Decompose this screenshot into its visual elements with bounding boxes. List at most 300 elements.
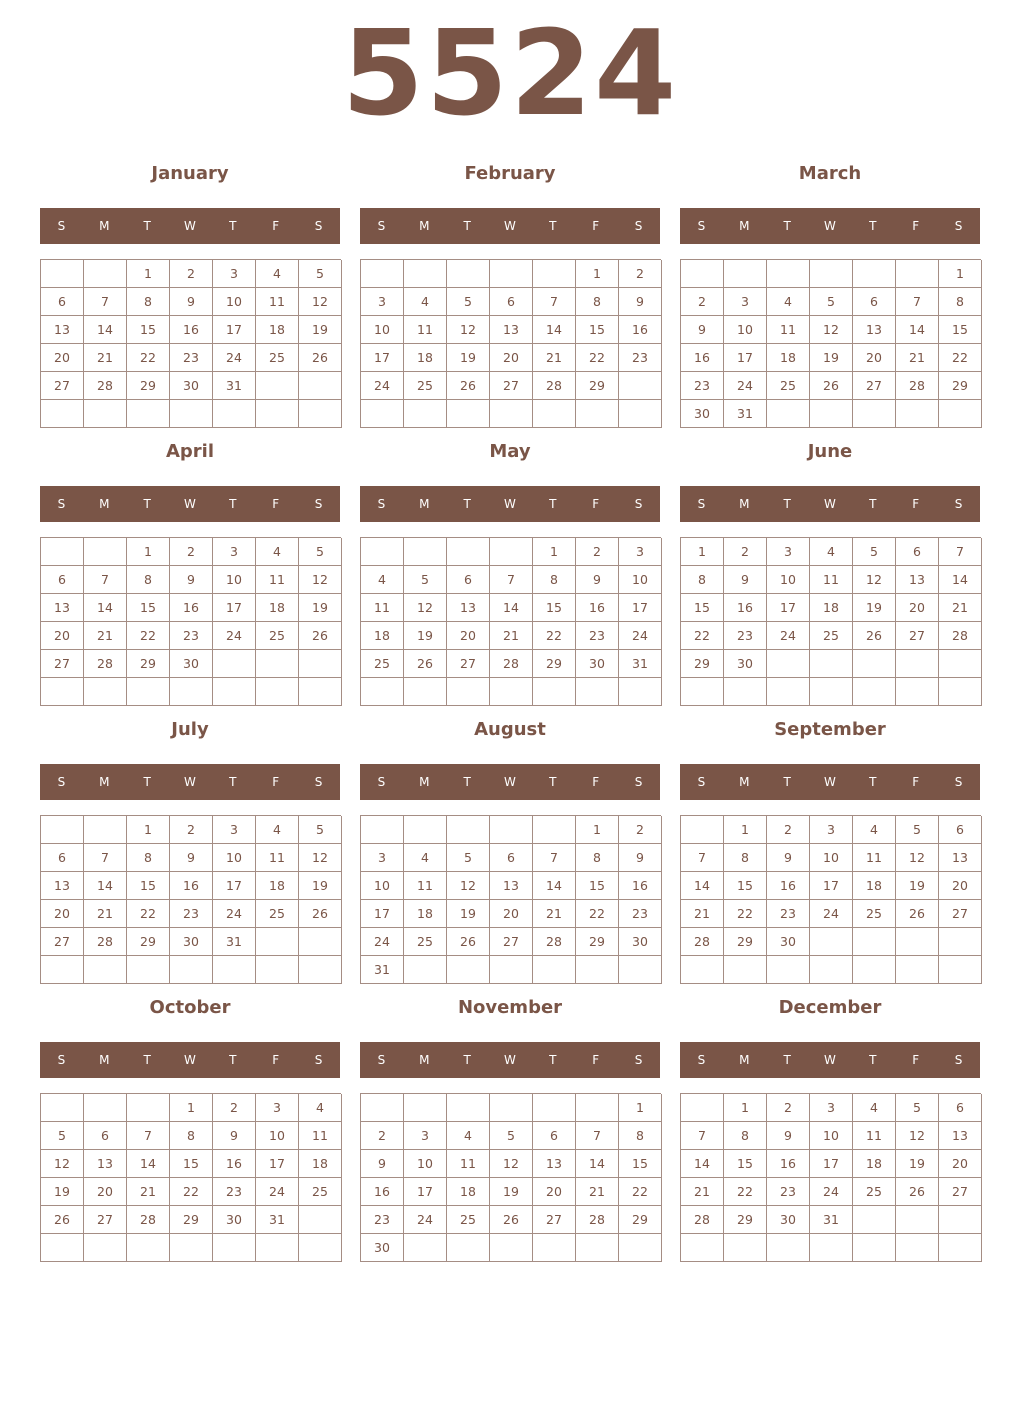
day-cell[interactable]: 21 xyxy=(533,344,576,372)
day-cell[interactable]: 4 xyxy=(404,288,447,316)
day-cell[interactable]: 7 xyxy=(681,844,724,872)
day-cell[interactable]: 18 xyxy=(810,594,853,622)
day-cell[interactable]: 15 xyxy=(724,872,767,900)
day-cell[interactable]: 2 xyxy=(767,816,810,844)
day-cell[interactable]: 11 xyxy=(299,1122,342,1150)
day-cell[interactable]: 17 xyxy=(619,594,662,622)
day-cell[interactable]: 6 xyxy=(84,1122,127,1150)
day-cell[interactable]: 14 xyxy=(896,316,939,344)
day-cell[interactable]: 6 xyxy=(533,1122,576,1150)
day-cell[interactable]: 16 xyxy=(767,872,810,900)
day-cell[interactable]: 16 xyxy=(767,1150,810,1178)
day-cell[interactable]: 21 xyxy=(490,622,533,650)
day-cell[interactable]: 12 xyxy=(447,872,490,900)
day-cell[interactable]: 25 xyxy=(361,650,404,678)
day-cell[interactable]: 6 xyxy=(490,844,533,872)
day-cell[interactable]: 6 xyxy=(939,1094,982,1122)
day-cell[interactable]: 28 xyxy=(576,1206,619,1234)
day-cell[interactable]: 5 xyxy=(41,1122,84,1150)
day-cell[interactable]: 14 xyxy=(681,872,724,900)
day-cell[interactable]: 23 xyxy=(213,1178,256,1206)
day-cell[interactable]: 5 xyxy=(299,538,342,566)
day-cell[interactable]: 15 xyxy=(576,316,619,344)
day-cell[interactable]: 19 xyxy=(896,872,939,900)
day-cell[interactable]: 16 xyxy=(681,344,724,372)
day-cell[interactable]: 30 xyxy=(681,400,724,428)
day-cell[interactable]: 21 xyxy=(84,622,127,650)
day-cell[interactable]: 5 xyxy=(853,538,896,566)
day-cell[interactable]: 9 xyxy=(767,844,810,872)
day-cell[interactable]: 2 xyxy=(170,260,213,288)
day-cell[interactable]: 28 xyxy=(127,1206,170,1234)
day-cell[interactable]: 27 xyxy=(490,928,533,956)
day-cell[interactable]: 30 xyxy=(213,1206,256,1234)
day-cell[interactable]: 9 xyxy=(619,288,662,316)
day-cell[interactable]: 12 xyxy=(299,844,342,872)
day-cell[interactable]: 1 xyxy=(724,1094,767,1122)
day-cell[interactable]: 7 xyxy=(84,566,127,594)
day-cell[interactable]: 13 xyxy=(490,872,533,900)
day-cell[interactable]: 3 xyxy=(213,260,256,288)
day-cell[interactable]: 16 xyxy=(213,1150,256,1178)
day-cell[interactable]: 15 xyxy=(619,1150,662,1178)
day-cell[interactable]: 2 xyxy=(213,1094,256,1122)
day-cell[interactable]: 22 xyxy=(681,622,724,650)
day-cell[interactable]: 25 xyxy=(447,1206,490,1234)
day-cell[interactable]: 13 xyxy=(896,566,939,594)
day-cell[interactable]: 30 xyxy=(361,1234,404,1262)
day-cell[interactable]: 3 xyxy=(404,1122,447,1150)
day-cell[interactable]: 2 xyxy=(619,260,662,288)
day-cell[interactable]: 21 xyxy=(681,1178,724,1206)
day-cell[interactable]: 3 xyxy=(810,1094,853,1122)
day-cell[interactable]: 19 xyxy=(299,316,342,344)
day-cell[interactable]: 12 xyxy=(810,316,853,344)
day-cell[interactable]: 30 xyxy=(170,372,213,400)
day-cell[interactable]: 30 xyxy=(724,650,767,678)
day-cell[interactable]: 23 xyxy=(767,1178,810,1206)
day-cell[interactable]: 23 xyxy=(170,900,213,928)
day-cell[interactable]: 20 xyxy=(41,622,84,650)
day-cell[interactable]: 11 xyxy=(256,566,299,594)
day-cell[interactable]: 2 xyxy=(170,538,213,566)
day-cell[interactable]: 6 xyxy=(41,566,84,594)
day-cell[interactable]: 19 xyxy=(447,900,490,928)
day-cell[interactable]: 29 xyxy=(127,372,170,400)
day-cell[interactable]: 26 xyxy=(853,622,896,650)
day-cell[interactable]: 8 xyxy=(127,288,170,316)
day-cell[interactable]: 8 xyxy=(681,566,724,594)
day-cell[interactable]: 16 xyxy=(170,316,213,344)
day-cell[interactable]: 24 xyxy=(724,372,767,400)
day-cell[interactable]: 22 xyxy=(127,900,170,928)
day-cell[interactable]: 4 xyxy=(810,538,853,566)
day-cell[interactable]: 5 xyxy=(810,288,853,316)
day-cell[interactable]: 14 xyxy=(533,316,576,344)
day-cell[interactable]: 10 xyxy=(619,566,662,594)
day-cell[interactable]: 12 xyxy=(299,566,342,594)
day-cell[interactable]: 10 xyxy=(361,872,404,900)
day-cell[interactable]: 27 xyxy=(939,900,982,928)
day-cell[interactable]: 13 xyxy=(447,594,490,622)
day-cell[interactable]: 8 xyxy=(533,566,576,594)
day-cell[interactable]: 26 xyxy=(41,1206,84,1234)
day-cell[interactable]: 14 xyxy=(576,1150,619,1178)
day-cell[interactable]: 11 xyxy=(404,872,447,900)
day-cell[interactable]: 25 xyxy=(299,1178,342,1206)
day-cell[interactable]: 26 xyxy=(896,900,939,928)
day-cell[interactable]: 17 xyxy=(810,872,853,900)
day-cell[interactable]: 1 xyxy=(619,1094,662,1122)
day-cell[interactable]: 24 xyxy=(213,344,256,372)
day-cell[interactable]: 4 xyxy=(447,1122,490,1150)
day-cell[interactable]: 5 xyxy=(447,844,490,872)
day-cell[interactable]: 22 xyxy=(127,622,170,650)
day-cell[interactable]: 8 xyxy=(576,844,619,872)
day-cell[interactable]: 15 xyxy=(681,594,724,622)
day-cell[interactable]: 9 xyxy=(170,288,213,316)
day-cell[interactable]: 28 xyxy=(939,622,982,650)
day-cell[interactable]: 29 xyxy=(724,928,767,956)
day-cell[interactable]: 23 xyxy=(170,622,213,650)
day-cell[interactable]: 8 xyxy=(127,844,170,872)
day-cell[interactable]: 11 xyxy=(810,566,853,594)
day-cell[interactable]: 25 xyxy=(767,372,810,400)
day-cell[interactable]: 18 xyxy=(256,594,299,622)
day-cell[interactable]: 26 xyxy=(896,1178,939,1206)
day-cell[interactable]: 30 xyxy=(170,928,213,956)
day-cell[interactable]: 2 xyxy=(361,1122,404,1150)
day-cell[interactable]: 1 xyxy=(127,816,170,844)
day-cell[interactable]: 31 xyxy=(213,928,256,956)
day-cell[interactable]: 3 xyxy=(724,288,767,316)
day-cell[interactable]: 13 xyxy=(41,316,84,344)
day-cell[interactable]: 25 xyxy=(853,900,896,928)
day-cell[interactable]: 22 xyxy=(533,622,576,650)
day-cell[interactable]: 12 xyxy=(299,288,342,316)
day-cell[interactable]: 13 xyxy=(533,1150,576,1178)
day-cell[interactable]: 17 xyxy=(213,872,256,900)
day-cell[interactable]: 30 xyxy=(767,1206,810,1234)
day-cell[interactable]: 18 xyxy=(299,1150,342,1178)
day-cell[interactable]: 24 xyxy=(361,372,404,400)
day-cell[interactable]: 27 xyxy=(533,1206,576,1234)
day-cell[interactable]: 16 xyxy=(170,872,213,900)
day-cell[interactable]: 17 xyxy=(213,316,256,344)
day-cell[interactable]: 8 xyxy=(127,566,170,594)
day-cell[interactable]: 24 xyxy=(213,622,256,650)
day-cell[interactable]: 7 xyxy=(896,288,939,316)
day-cell[interactable]: 6 xyxy=(490,288,533,316)
day-cell[interactable]: 10 xyxy=(213,844,256,872)
day-cell[interactable]: 15 xyxy=(724,1150,767,1178)
day-cell[interactable]: 23 xyxy=(576,622,619,650)
day-cell[interactable]: 27 xyxy=(41,372,84,400)
day-cell[interactable]: 25 xyxy=(404,928,447,956)
day-cell[interactable]: 27 xyxy=(853,372,896,400)
day-cell[interactable]: 5 xyxy=(299,816,342,844)
day-cell[interactable]: 6 xyxy=(41,288,84,316)
day-cell[interactable]: 20 xyxy=(490,900,533,928)
day-cell[interactable]: 10 xyxy=(810,844,853,872)
day-cell[interactable]: 23 xyxy=(681,372,724,400)
day-cell[interactable]: 26 xyxy=(299,622,342,650)
day-cell[interactable]: 10 xyxy=(724,316,767,344)
day-cell[interactable]: 3 xyxy=(361,844,404,872)
day-cell[interactable]: 16 xyxy=(576,594,619,622)
day-cell[interactable]: 7 xyxy=(681,1122,724,1150)
day-cell[interactable]: 26 xyxy=(404,650,447,678)
day-cell[interactable]: 31 xyxy=(724,400,767,428)
day-cell[interactable]: 23 xyxy=(619,344,662,372)
day-cell[interactable]: 7 xyxy=(490,566,533,594)
day-cell[interactable]: 5 xyxy=(896,816,939,844)
day-cell[interactable]: 26 xyxy=(299,900,342,928)
day-cell[interactable]: 17 xyxy=(810,1150,853,1178)
day-cell[interactable]: 14 xyxy=(939,566,982,594)
day-cell[interactable]: 14 xyxy=(84,594,127,622)
day-cell[interactable]: 3 xyxy=(213,816,256,844)
day-cell[interactable]: 6 xyxy=(853,288,896,316)
day-cell[interactable]: 6 xyxy=(939,816,982,844)
day-cell[interactable]: 27 xyxy=(41,928,84,956)
day-cell[interactable]: 4 xyxy=(299,1094,342,1122)
day-cell[interactable]: 17 xyxy=(213,594,256,622)
day-cell[interactable]: 4 xyxy=(256,538,299,566)
day-cell[interactable]: 9 xyxy=(681,316,724,344)
day-cell[interactable]: 11 xyxy=(256,844,299,872)
day-cell[interactable]: 19 xyxy=(490,1178,533,1206)
day-cell[interactable]: 29 xyxy=(724,1206,767,1234)
day-cell[interactable]: 10 xyxy=(213,566,256,594)
day-cell[interactable]: 4 xyxy=(256,816,299,844)
day-cell[interactable]: 13 xyxy=(41,594,84,622)
day-cell[interactable]: 24 xyxy=(810,1178,853,1206)
day-cell[interactable]: 26 xyxy=(447,928,490,956)
day-cell[interactable]: 25 xyxy=(256,622,299,650)
day-cell[interactable]: 10 xyxy=(213,288,256,316)
day-cell[interactable]: 12 xyxy=(896,1122,939,1150)
day-cell[interactable]: 17 xyxy=(361,900,404,928)
day-cell[interactable]: 29 xyxy=(576,928,619,956)
day-cell[interactable]: 9 xyxy=(576,566,619,594)
day-cell[interactable]: 28 xyxy=(84,650,127,678)
day-cell[interactable]: 17 xyxy=(724,344,767,372)
day-cell[interactable]: 11 xyxy=(853,1122,896,1150)
day-cell[interactable]: 6 xyxy=(41,844,84,872)
day-cell[interactable]: 2 xyxy=(619,816,662,844)
day-cell[interactable]: 15 xyxy=(127,594,170,622)
day-cell[interactable]: 3 xyxy=(256,1094,299,1122)
day-cell[interactable]: 22 xyxy=(724,900,767,928)
day-cell[interactable]: 17 xyxy=(404,1178,447,1206)
day-cell[interactable]: 28 xyxy=(84,928,127,956)
day-cell[interactable]: 26 xyxy=(810,372,853,400)
day-cell[interactable]: 21 xyxy=(939,594,982,622)
day-cell[interactable]: 1 xyxy=(127,260,170,288)
day-cell[interactable]: 15 xyxy=(533,594,576,622)
day-cell[interactable]: 24 xyxy=(810,900,853,928)
day-cell[interactable]: 25 xyxy=(810,622,853,650)
day-cell[interactable]: 1 xyxy=(127,538,170,566)
day-cell[interactable]: 9 xyxy=(767,1122,810,1150)
day-cell[interactable]: 22 xyxy=(576,344,619,372)
day-cell[interactable]: 4 xyxy=(404,844,447,872)
day-cell[interactable]: 7 xyxy=(533,844,576,872)
day-cell[interactable]: 3 xyxy=(213,538,256,566)
day-cell[interactable]: 20 xyxy=(896,594,939,622)
day-cell[interactable]: 28 xyxy=(533,372,576,400)
day-cell[interactable]: 31 xyxy=(361,956,404,984)
day-cell[interactable]: 9 xyxy=(170,844,213,872)
day-cell[interactable]: 1 xyxy=(170,1094,213,1122)
day-cell[interactable]: 24 xyxy=(619,622,662,650)
day-cell[interactable]: 10 xyxy=(810,1122,853,1150)
day-cell[interactable]: 30 xyxy=(170,650,213,678)
day-cell[interactable]: 14 xyxy=(490,594,533,622)
day-cell[interactable]: 1 xyxy=(724,816,767,844)
day-cell[interactable]: 29 xyxy=(681,650,724,678)
day-cell[interactable]: 15 xyxy=(939,316,982,344)
day-cell[interactable]: 20 xyxy=(84,1178,127,1206)
day-cell[interactable]: 8 xyxy=(724,1122,767,1150)
day-cell[interactable]: 23 xyxy=(724,622,767,650)
day-cell[interactable]: 10 xyxy=(404,1150,447,1178)
day-cell[interactable]: 4 xyxy=(853,1094,896,1122)
day-cell[interactable]: 19 xyxy=(896,1150,939,1178)
day-cell[interactable]: 27 xyxy=(447,650,490,678)
day-cell[interactable]: 25 xyxy=(853,1178,896,1206)
day-cell[interactable]: 22 xyxy=(170,1178,213,1206)
day-cell[interactable]: 20 xyxy=(939,872,982,900)
day-cell[interactable]: 14 xyxy=(84,316,127,344)
day-cell[interactable]: 12 xyxy=(447,316,490,344)
day-cell[interactable]: 18 xyxy=(361,622,404,650)
day-cell[interactable]: 8 xyxy=(724,844,767,872)
day-cell[interactable]: 30 xyxy=(619,928,662,956)
day-cell[interactable]: 20 xyxy=(490,344,533,372)
day-cell[interactable]: 4 xyxy=(256,260,299,288)
day-cell[interactable]: 9 xyxy=(619,844,662,872)
day-cell[interactable]: 21 xyxy=(533,900,576,928)
day-cell[interactable]: 20 xyxy=(41,900,84,928)
day-cell[interactable]: 13 xyxy=(490,316,533,344)
day-cell[interactable]: 21 xyxy=(576,1178,619,1206)
day-cell[interactable]: 23 xyxy=(619,900,662,928)
day-cell[interactable]: 23 xyxy=(170,344,213,372)
day-cell[interactable]: 25 xyxy=(404,372,447,400)
day-cell[interactable]: 15 xyxy=(170,1150,213,1178)
day-cell[interactable]: 2 xyxy=(170,816,213,844)
day-cell[interactable]: 18 xyxy=(853,1150,896,1178)
day-cell[interactable]: 2 xyxy=(576,538,619,566)
day-cell[interactable]: 29 xyxy=(619,1206,662,1234)
day-cell[interactable]: 3 xyxy=(361,288,404,316)
day-cell[interactable]: 12 xyxy=(853,566,896,594)
day-cell[interactable]: 11 xyxy=(404,316,447,344)
day-cell[interactable]: 16 xyxy=(361,1178,404,1206)
day-cell[interactable]: 18 xyxy=(853,872,896,900)
day-cell[interactable]: 13 xyxy=(939,1122,982,1150)
day-cell[interactable]: 11 xyxy=(767,316,810,344)
day-cell[interactable]: 1 xyxy=(533,538,576,566)
day-cell[interactable]: 14 xyxy=(84,872,127,900)
day-cell[interactable]: 19 xyxy=(299,594,342,622)
day-cell[interactable]: 5 xyxy=(404,566,447,594)
day-cell[interactable]: 20 xyxy=(41,344,84,372)
day-cell[interactable]: 28 xyxy=(681,1206,724,1234)
day-cell[interactable]: 19 xyxy=(404,622,447,650)
day-cell[interactable]: 10 xyxy=(767,566,810,594)
day-cell[interactable]: 5 xyxy=(896,1094,939,1122)
day-cell[interactable]: 5 xyxy=(490,1122,533,1150)
day-cell[interactable]: 18 xyxy=(447,1178,490,1206)
day-cell[interactable]: 29 xyxy=(127,928,170,956)
day-cell[interactable]: 9 xyxy=(361,1150,404,1178)
day-cell[interactable]: 4 xyxy=(767,288,810,316)
day-cell[interactable]: 30 xyxy=(767,928,810,956)
day-cell[interactable]: 14 xyxy=(533,872,576,900)
day-cell[interactable]: 30 xyxy=(576,650,619,678)
day-cell[interactable]: 5 xyxy=(447,288,490,316)
day-cell[interactable]: 9 xyxy=(213,1122,256,1150)
day-cell[interactable]: 24 xyxy=(361,928,404,956)
day-cell[interactable]: 20 xyxy=(533,1178,576,1206)
day-cell[interactable]: 18 xyxy=(404,344,447,372)
day-cell[interactable]: 10 xyxy=(256,1122,299,1150)
day-cell[interactable]: 21 xyxy=(896,344,939,372)
day-cell[interactable]: 11 xyxy=(447,1150,490,1178)
day-cell[interactable]: 27 xyxy=(896,622,939,650)
day-cell[interactable]: 23 xyxy=(361,1206,404,1234)
day-cell[interactable]: 29 xyxy=(939,372,982,400)
day-cell[interactable]: 13 xyxy=(41,872,84,900)
day-cell[interactable]: 3 xyxy=(767,538,810,566)
day-cell[interactable]: 5 xyxy=(299,260,342,288)
day-cell[interactable]: 9 xyxy=(170,566,213,594)
day-cell[interactable]: 27 xyxy=(84,1206,127,1234)
day-cell[interactable]: 29 xyxy=(576,372,619,400)
day-cell[interactable]: 11 xyxy=(256,288,299,316)
day-cell[interactable]: 20 xyxy=(447,622,490,650)
day-cell[interactable]: 16 xyxy=(724,594,767,622)
day-cell[interactable]: 6 xyxy=(896,538,939,566)
day-cell[interactable]: 28 xyxy=(490,650,533,678)
day-cell[interactable]: 16 xyxy=(170,594,213,622)
day-cell[interactable]: 15 xyxy=(127,872,170,900)
day-cell[interactable]: 14 xyxy=(127,1150,170,1178)
day-cell[interactable]: 22 xyxy=(619,1178,662,1206)
day-cell[interactable]: 21 xyxy=(127,1178,170,1206)
day-cell[interactable]: 26 xyxy=(447,372,490,400)
day-cell[interactable]: 3 xyxy=(810,816,853,844)
day-cell[interactable]: 7 xyxy=(533,288,576,316)
day-cell[interactable]: 31 xyxy=(619,650,662,678)
day-cell[interactable]: 29 xyxy=(533,650,576,678)
day-cell[interactable]: 7 xyxy=(84,844,127,872)
day-cell[interactable]: 21 xyxy=(681,900,724,928)
day-cell[interactable]: 3 xyxy=(619,538,662,566)
day-cell[interactable]: 17 xyxy=(256,1150,299,1178)
day-cell[interactable]: 29 xyxy=(170,1206,213,1234)
day-cell[interactable]: 2 xyxy=(681,288,724,316)
day-cell[interactable]: 8 xyxy=(576,288,619,316)
day-cell[interactable]: 8 xyxy=(939,288,982,316)
day-cell[interactable]: 2 xyxy=(724,538,767,566)
day-cell[interactable]: 28 xyxy=(896,372,939,400)
day-cell[interactable]: 25 xyxy=(256,900,299,928)
day-cell[interactable]: 27 xyxy=(41,650,84,678)
